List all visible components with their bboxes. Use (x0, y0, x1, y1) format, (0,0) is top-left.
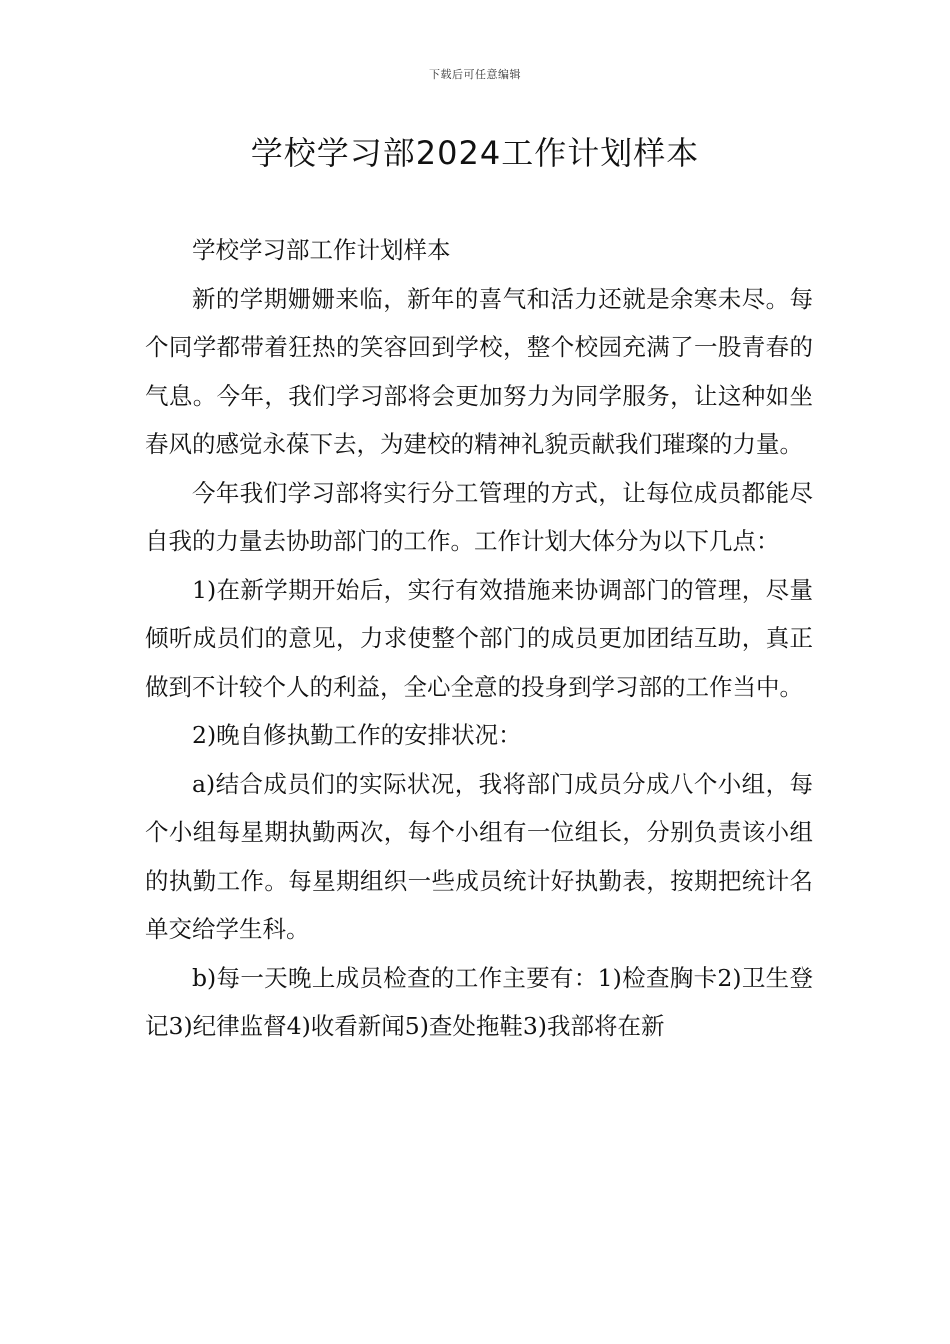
paragraph-point-2a: a)结合成员们的实际状况，我将部门成员分成八个小组，每个小组每星期执勤两次，每个小组有一位组长，分别负责该小组的执勤工作。每星期组织一些成员统计好执勤表，按期把统计名单交给学生科。 (145, 769, 813, 943)
paragraph-subtitle: 学校学习部工作计划样本 (192, 236, 451, 264)
document-title: 学校学习部2024工作计划样本 (250, 134, 700, 172)
header-note: 下载后可任意编辑 (429, 68, 521, 81)
paragraph-point-2b: b)每一天晚上成员检查的工作主要有：1)检查胸卡2)卫生登记3)纪律监督4)收看新闻5)查处拖鞋3)我部将在新 (145, 963, 813, 1040)
paragraph-intro: 新的学期姗姗来临，新年的喜气和活力还就是余寒未尽。每个同学都带着狂热的笑容回到学校，整个校园充满了一股青春的气息。今年，我们学习部将会更加努力为同学服务，让这种如坐春风的感觉永葆下去，为建校的精神礼貌贡献我们璀璨的力量。 (145, 284, 813, 458)
paragraph-point-1: 1)在新学期开始后，实行有效措施来协调部门的管理，尽量倾听成员们的意见，力求使整个部门的成员更加团结互助，真正做到不计较个人的利益，全心全意的投身到学习部的工作当中。 (145, 575, 813, 701)
paragraph-plan-overview: 今年我们学习部将实行分工管理的方式，让每位成员都能尽自我的力量去协助部门的工作。工作计划大体分为以下几点： (145, 478, 813, 555)
paragraph-point-2: 2)晚自修执勤工作的安排状况： (192, 721, 522, 749)
document-body (145, 226, 813, 1051)
